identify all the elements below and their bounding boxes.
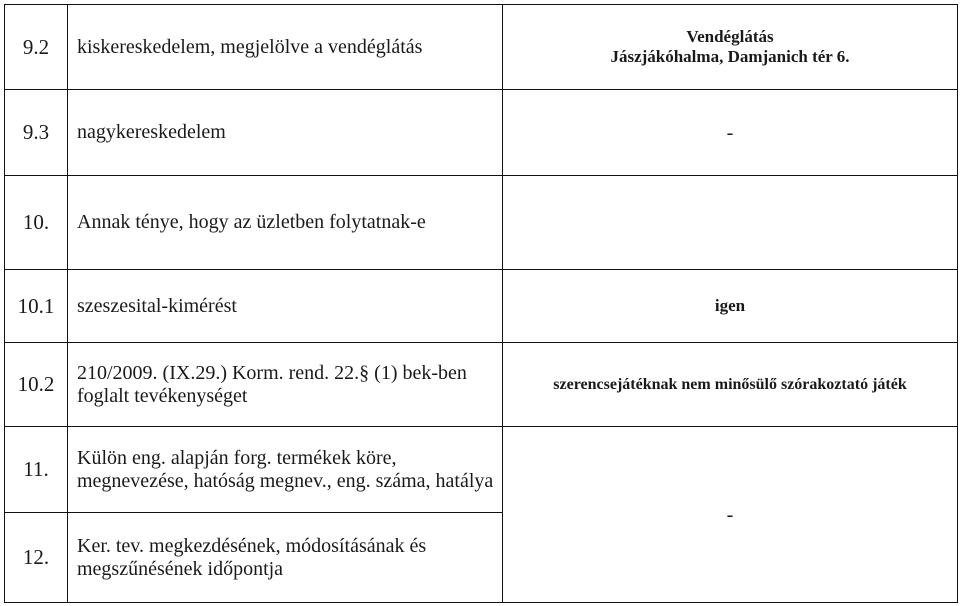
table-row <box>5 90 958 176</box>
data-table <box>4 4 958 603</box>
row-value: - <box>503 90 958 176</box>
row-number: 10.2 <box>5 343 68 427</box>
row-number: 11. <box>5 427 68 513</box>
table-row <box>5 427 958 513</box>
table-row <box>5 343 958 427</box>
value-line: Vendéglátás <box>686 27 774 46</box>
row-number: 10. <box>5 176 68 270</box>
row-number: 12. <box>5 513 68 603</box>
value-line: Jászjákóhalma, Damjanich tér 6. <box>610 47 850 66</box>
row-label: Annak ténye, hogy az üzletben folytatnak-e <box>68 176 503 270</box>
row-label: kiskereskedelem, megjelölve a vendéglátás <box>68 5 503 90</box>
row-label: Külön eng. alapján forg. termékek köre, megnevezése, hatóság megnev., eng. száma, hatálya <box>68 427 503 513</box>
row-label: nagykereskedelem <box>68 90 503 176</box>
table-row <box>5 270 958 343</box>
row-label: Ker. tev. megkezdésének, módosításának és megszűnésének időpontja <box>68 513 503 603</box>
table-row <box>5 176 958 270</box>
row-value: - <box>503 427 958 603</box>
row-number: 9.3 <box>5 90 68 176</box>
row-label: 210/2009. (IX.29.) Korm. rend. 22.§ (1) bek-ben foglalt tevékenységet <box>68 343 503 427</box>
row-value: igen <box>503 270 958 343</box>
row-value: szerencsejátéknak nem minősülő szórakoztató játék <box>503 343 958 427</box>
row-value <box>503 5 958 90</box>
table-row <box>5 5 958 90</box>
row-number: 10.1 <box>5 270 68 343</box>
row-label: szeszesital-kimérést <box>68 270 503 343</box>
row-value <box>503 176 958 270</box>
row-number: 9.2 <box>5 5 68 90</box>
